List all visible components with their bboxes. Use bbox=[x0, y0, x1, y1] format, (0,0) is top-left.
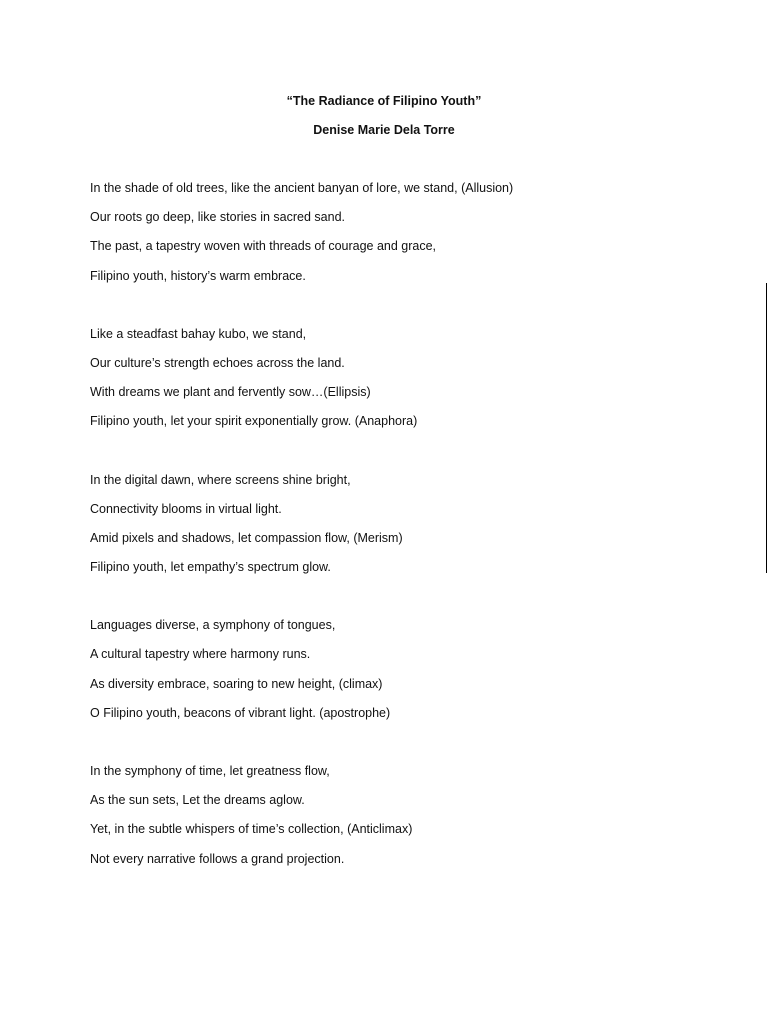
poem-line: Amid pixels and shadows, let compassion flow, (Merism) bbox=[90, 530, 403, 545]
poem-line: Filipino youth, let empathy’s spectrum glow. bbox=[90, 560, 331, 575]
poem-line: In the symphony of time, let greatness flow, bbox=[90, 764, 330, 778]
poem-line: Like a steadfast bahay kubo, we stand, bbox=[90, 326, 307, 341]
poem-line: As the sun sets, Let the dreams aglow. bbox=[90, 793, 305, 808]
poem-line: Connectivity blooms in virtual light. bbox=[90, 501, 282, 516]
page-edge-line bbox=[766, 283, 767, 573]
poem-author: Denise Marie Dela Torre bbox=[313, 123, 455, 137]
poem-line: Yet, in the subtle whispers of time’s collection, (Anticlimax) bbox=[90, 822, 413, 837]
poem-line: Languages diverse, a symphony of tongues, bbox=[90, 618, 336, 633]
poem-line: In the shade of old trees, like the ancient banyan of lore, we stand, (Allusion) bbox=[90, 181, 514, 195]
stanza-5 bbox=[90, 763, 710, 880]
poem-line: Our culture’s strength echoes across the land. bbox=[90, 355, 345, 370]
poem-line: A cultural tapestry where harmony runs. bbox=[90, 647, 311, 662]
stanza-2 bbox=[90, 326, 710, 443]
stanza-1 bbox=[90, 180, 710, 297]
poem-line: In the digital dawn, where screens shine bright, bbox=[90, 472, 351, 487]
poem-line: Filipino youth, history’s warm embrace. bbox=[90, 268, 306, 283]
poem-title: “The Radiance of Filipino Youth” bbox=[286, 94, 482, 108]
poem-line: Filipino youth, let your spirit exponentially grow. (Anaphora) bbox=[90, 414, 418, 429]
poem-line: As diversity embrace, soaring to new height, (climax) bbox=[90, 676, 383, 691]
poem-body bbox=[90, 180, 710, 909]
poem-line: The past, a tapestry woven with threads of courage and grace, bbox=[90, 239, 437, 254]
stanza-3 bbox=[90, 472, 710, 589]
poem-line: Not every narrative follows a grand projection. bbox=[90, 851, 345, 866]
stanza-4 bbox=[90, 617, 710, 734]
poem-line: Our roots go deep, like stories in sacred sand. bbox=[90, 210, 345, 225]
poem-line: With dreams we plant and fervently sow…(Ellipsis) bbox=[90, 385, 371, 400]
poem-line: O Filipino youth, beacons of vibrant light. (apostrophe) bbox=[90, 705, 391, 720]
